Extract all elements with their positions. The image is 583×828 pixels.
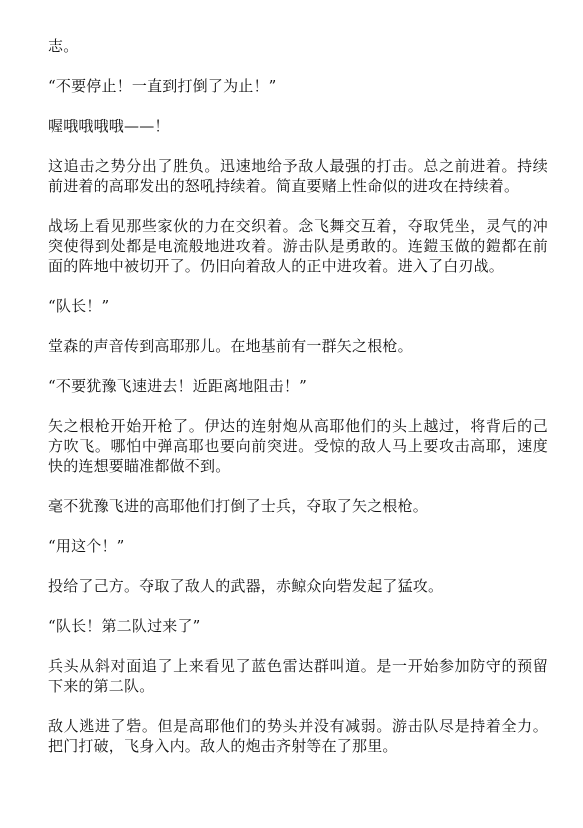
paragraph-6: “队长！” [48, 297, 110, 315]
paragraph-15: 敌人逃进了砦。但是高耶他们的势头并没有减弱。游击队尽是持着全力。把门打破，飞身入内。敌人的炮击齐射等在了那里。 [48, 717, 548, 755]
paragraph-8: “不要犹豫飞速进去！近距离地阻击！” [48, 377, 307, 395]
paragraph-13: “队长！第二队过来了” [48, 617, 201, 635]
paragraph-10: 毫不犹豫飞进的高耶他们打倒了士兵，夺取了矢之根枪。 [48, 497, 429, 515]
paragraph-14: 兵头从斜对面追了上来看见了蓝色雷达群叫道。是一开始参加防守的预留下来的第二队。 [48, 657, 548, 695]
paragraph-4: 这追击之势分出了胜负。迅速地给予敌人最强的打击。总之前进着。持续前进着的高耶发出的怒吼持续着。简直要赌上性命似的进攻在持续着。 [48, 157, 548, 195]
paragraph-2: “不要停止！一直到打倒了为止！” [48, 77, 277, 95]
document-page [48, 36, 548, 756]
paragraph-5: 战场上看见那些家伙的力在交织着。念飞舞交互着，夺取凭坐，灵气的冲突使得到处都是电流般地进攻着。游击队是勇敢的。连鎧玉做的鎧都在前面的阵地中被切开了。仍旧向着敌人的正中进攻着。进入了白刃战。 [48, 217, 548, 275]
paragraph-12: 投给了己方。夺取了敌人的武器，赤鲸众向砦发起了猛攻。 [48, 577, 444, 595]
paragraph-1: 志。 [48, 37, 79, 55]
paragraph-9: 矢之根枪开始开枪了。伊达的连射炮从高耶他们的头上越过，将背后的己方吹飞。哪怕中弹高耶也要向前突进。受惊的敌人马上要攻击高耶，速度快的连想要瞄准都做不到。 [48, 417, 548, 475]
paragraph-11: “用这个！” [48, 537, 125, 555]
paragraph-7: 堂森的声音传到高耶那儿。在地基前有一群矢之根枪。 [48, 337, 413, 355]
paragraph-3: 喔哦哦哦哦——！ [48, 117, 170, 135]
